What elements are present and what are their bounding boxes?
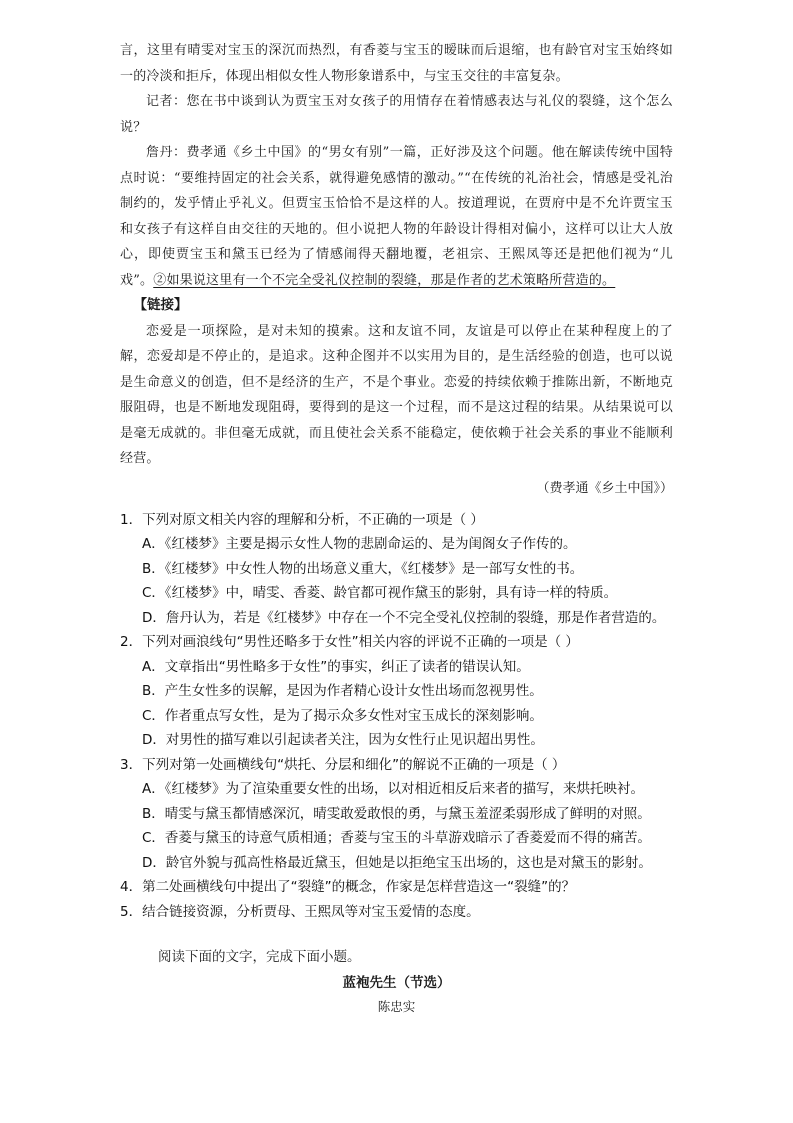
question-1-option-a: A．《红楼梦》主要是揭示女性人物的悲剧命运的、是为闺阁女子作传的。 bbox=[142, 536, 577, 552]
question-2-option-b: B．产生女性多的误解，是因为作者精心设计女性出场而忽视男性。 bbox=[142, 683, 543, 699]
next-reading-instruction: 阅读下面的文字，完成下面小题。 bbox=[158, 949, 361, 965]
question-2-option-a: A．文章指出“男性略多于女性”的事实，纠正了读者的错误认知。 bbox=[142, 658, 530, 675]
question-2-option-c: C．作者重点写女性，是为了揭示众多女性对宝玉成长的深刻影响。 bbox=[142, 707, 543, 724]
link-section-heading: 【链接】 bbox=[133, 297, 188, 313]
reading-passage bbox=[120, 38, 673, 502]
answer-text: 詹丹：费孝通《乡土中国》的“男女有别”一篇，正好涉及这个问题。他在解读传统中国特点时说：“要维持固定的社会关系，就得避免感情的激动。”“在传统的礼治社会，情感是受礼治制约的，发乎情止乎礼义。但贾宝玉恰恰不是这样的人。按道理说，在贾府中是不允许贾宝玉和女孩子有这样自由交往的天地的。但小说把人物的年龄设计得相对偏小，这样可以让大人放心，即使贾宝玉和黛玉已经为了情感闹得天翻地覆，老祖宗、王熙凤等还是把他们视为“儿戏”。 bbox=[120, 145, 673, 288]
link-paragraph: 恋爱是一项探险，是对未知的摸索。这和友谊不同，友谊是可以停止在某种程度上的了解，恋爱却是不停止的，是追求。这种企图并不以实用为目的，是生活经验的创造，也可以说是生命意义的创造，但不是经济的生产，不是个事业。恋爱的持续依赖于推陈出新，不断地克服阻碍，也是不断地发现阻碍，要得到的是这一个过程，而不是这过程的结果。从结果说可以是毫无成就的。非但毫无成就，而且使社会关系不能稳定，使依赖于社会关系的事业不能顺利经营。 bbox=[120, 323, 673, 466]
next-reading-title: 蓝袍先生（节选） bbox=[342, 975, 451, 991]
source-citation: （费孝通《乡土中国》） bbox=[536, 480, 673, 496]
question-3-stem: 3．下列对第一处画横线句“烘托、分层和细化”的解说不正确的一项是（ ） bbox=[120, 756, 566, 773]
question-1-option-c: C．《红楼梦》中，晴雯、香菱、龄官都可视作黛玉的影射，具有诗一样的特质。 bbox=[142, 585, 618, 601]
passage-paragraph-interview-question: 记者：您在书中谈到认为贾宝玉对女孩子的用情存在着情感表达与礼仪的裂缝，这个怎么说？ bbox=[120, 94, 673, 135]
question-5-stem: 5．结合链接资源，分析贾母、王熙凤等对宝玉爱情的态度。 bbox=[120, 903, 480, 920]
question-2-option-d: D．对男性的描写难以引起读者关注，因为女性行止见识超出男性。 bbox=[142, 732, 544, 748]
question-3-option-c: C．香菱与黛玉的诗意气质相通；香菱与宝玉的斗草游戏暗示了香菱爱而不得的痛苦。 bbox=[142, 830, 651, 846]
question-list bbox=[120, 508, 673, 925]
question-1-stem: 1．下列对原文相关内容的理解和分析，不正确的一项是（ ） bbox=[120, 511, 484, 528]
question-3-option-a: A．《红楼梦》为了渲染重要女性的出场，以对相近相反后来者的描写，来烘托映衬。 bbox=[142, 781, 644, 797]
next-reading-author: 陈忠实 bbox=[377, 999, 416, 1014]
passage-paragraph-1: 言，这里有晴雯对宝玉的深沉而热烈，有香菱与宝玉的暧昧而后退缩，也有龄官对宝玉始终如一的冷淡和拒斥，体现出相似女性人物形象谱系中，与宝玉交往的丰富复杂。 bbox=[120, 43, 673, 84]
question-1-option-d: D．詹丹认为，若是《红楼梦》中存在一个不完全受礼仪控制的裂缝，那是作者营造的。 bbox=[142, 609, 666, 626]
passage-paragraph-interview-answer bbox=[120, 140, 673, 293]
question-3-option-b: B．晴雯与黛玉都情感深沉，晴雯敢爱敢恨的勇，与黛玉羞涩柔弱形成了鲜明的对照。 bbox=[142, 805, 651, 822]
question-4-stem: 4．第二处画横线句中提出了“裂缝”的概念，作家是怎样营造这一“裂缝”的？ bbox=[120, 879, 576, 895]
question-3-option-d: D．龄官外貌与孤高性格最近黛玉，但她是以拒绝宝玉出场的，这也是对黛玉的影射。 bbox=[142, 854, 652, 871]
underlined-sentence-2: ②如果说这里有一个不完全受礼仪控制的裂缝，那是作者的艺术策略所营造的。 bbox=[153, 272, 616, 288]
question-2-stem: 2．下列对画浪线句“男性还略多于女性”相关内容的评说不正确的一项是（ ） bbox=[120, 634, 579, 650]
question-1-option-b: B．《红楼梦》中女性人物的出场意义重大，《红楼梦》是一部写女性的书。 bbox=[142, 560, 584, 577]
